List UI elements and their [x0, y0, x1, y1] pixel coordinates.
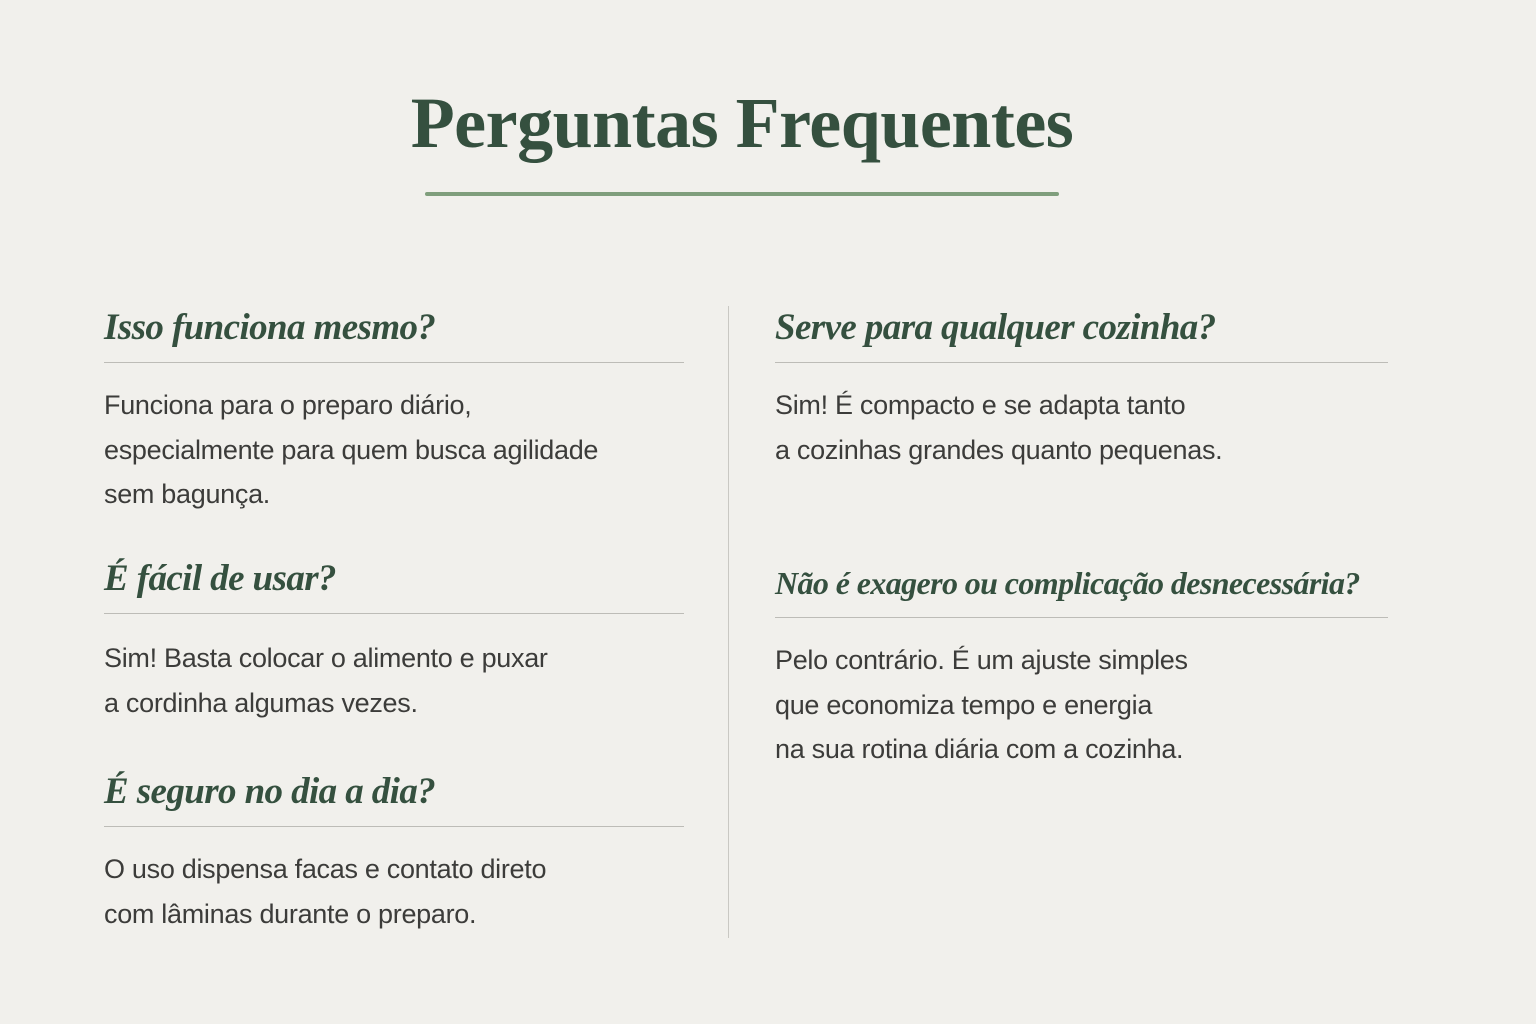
faq-question: Não é exagero ou complicação desnecessária? [775, 565, 1360, 601]
faq-answer: Sim! É compacto e se adapta tanto a cozinhas grandes quanto pequenas. [775, 390, 1223, 465]
faq-item-safety [104, 770, 684, 936]
faq-item-works [104, 306, 684, 517]
faq-divider [104, 613, 684, 614]
faq-divider [104, 362, 684, 363]
faq-item-not-overkill [775, 561, 1388, 772]
faq-item-easy-to-use [104, 557, 684, 725]
title-underline [425, 192, 1059, 196]
faq-answer: Pelo contrário. É um ajuste simples que economiza tempo e energia na sua rotina diária com a cozinha. [775, 645, 1188, 764]
faq-question: Serve para qualquer cozinha? [775, 307, 1216, 348]
faq-divider [775, 362, 1388, 363]
page-title: Perguntas Frequentes [410, 83, 1074, 163]
faq-answer: O uso dispensa facas e contato direto com lâminas durante o preparo. [104, 854, 547, 929]
faq-question: Isso funciona mesmo? [104, 307, 436, 348]
faq-question: É seguro no dia a dia? [104, 771, 436, 812]
faq-item-any-kitchen [775, 306, 1388, 472]
faq-answer: Funciona para o preparo diário, especialmente para quem busca agilidade sem bagunça. [104, 390, 599, 509]
faq-divider [775, 617, 1388, 618]
column-divider [728, 306, 729, 938]
faq-question: É fácil de usar? [104, 558, 336, 599]
faq-answer: Sim! Basta colocar o alimento e puxar a cordinha algumas vezes. [104, 643, 548, 718]
faq-divider [104, 826, 684, 827]
